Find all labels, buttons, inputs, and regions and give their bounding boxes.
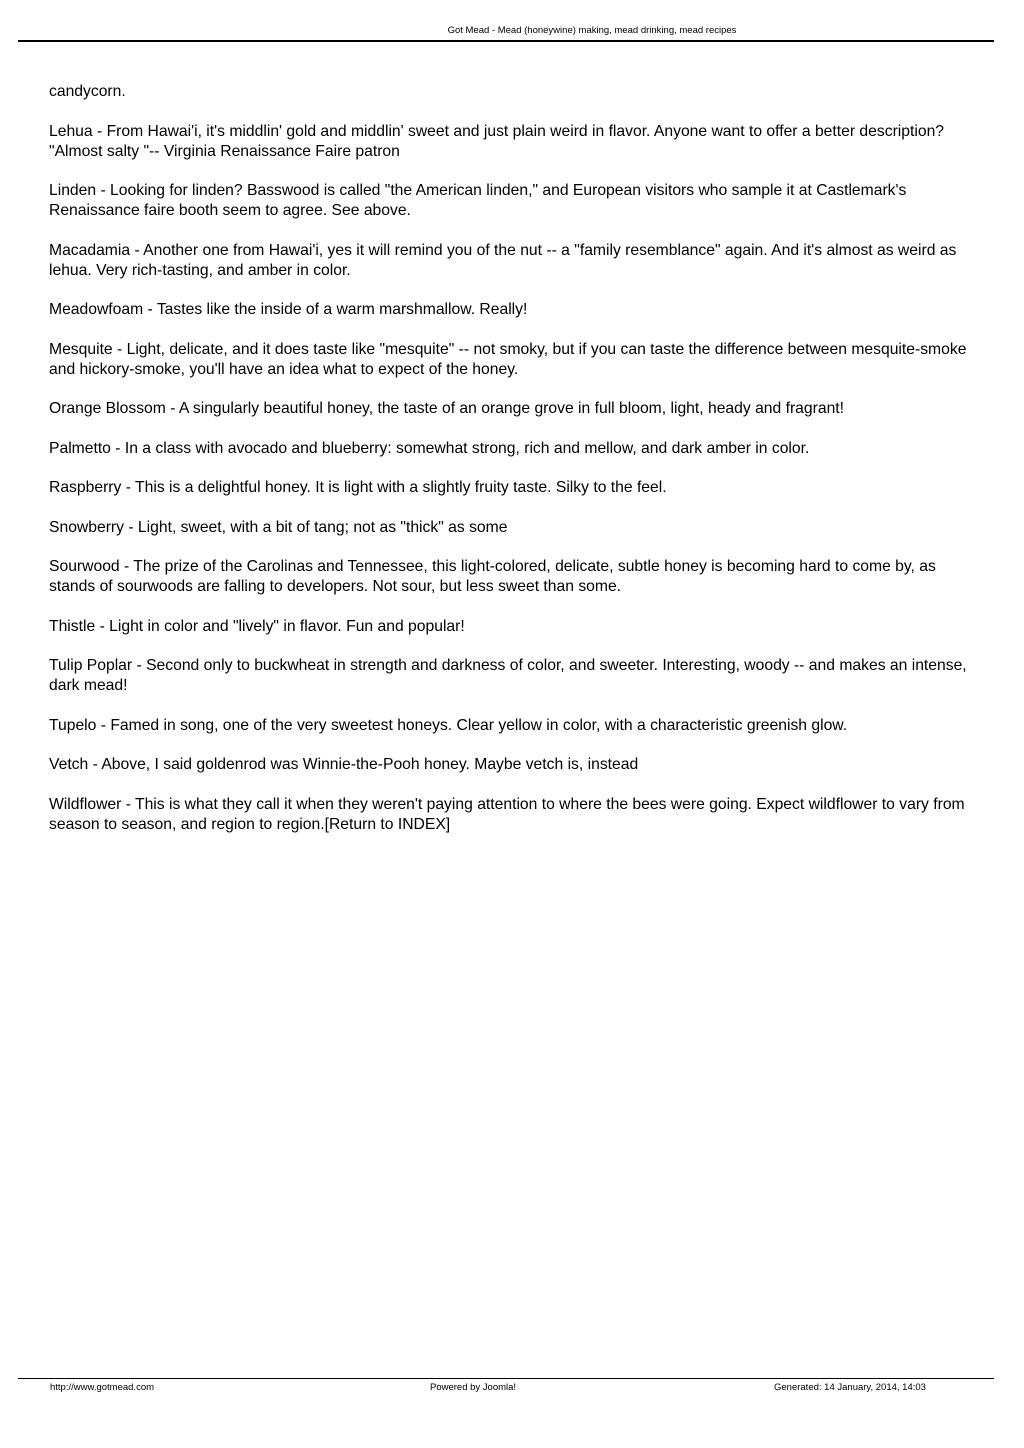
footer-powered-by: Powered by Joomla! [430, 1382, 517, 1393]
paragraph-snowberry: Snowberry - Light, sweet, with a bit of tang; not as "thick" as some [49, 518, 508, 536]
paragraph-tulip-poplar: Tulip Poplar - Second only to buckwheat in strength and darkness of color, and sweeter. Interesting, woody -- and makes an intense, dark mead! [49, 657, 967, 694]
paragraph-thistle: Thistle - Light in color and "lively" in flavor. Fun and popular! [49, 617, 465, 635]
paragraph-vetch: Vetch - Above, I said goldenrod was Winnie-the-Pooh honey. Maybe vetch is, instead [49, 756, 639, 773]
page-footer [18, 1378, 994, 1395]
page-header-title: Got Mead - Mead (honeywine) making, mead drinking, mead recipes [447, 25, 737, 36]
footer-site-url[interactable]: http://www.gotmead.com [50, 1382, 155, 1393]
paragraph-sourwood: Sourwood - The prize of the Carolinas and Tennessee, this light-colored, delicate, subtle honey is becoming hard to come by, as stands of sourwoods are falling to developers. Not sour, but less sweet than some. [49, 558, 936, 595]
paragraph-wildflower-text: Wildflower - This is what they call it when they weren't paying attention to where the bees were going. Expect wildflower to vary from season to season, and region to region. [49, 795, 965, 833]
paragraph-wildflower [49, 795, 984, 835]
paragraph-macadamia: Macadamia - Another one from Hawai'i, yes it will remind you of the nut -- a "family resemblance" again. And it's almost as weird as lehua. Very rich-tasting, and amber in color. [49, 241, 957, 279]
footer-generated-date: Generated: 14 January, 2014, 14:03 [774, 1382, 926, 1393]
paragraph-linden: Linden - Looking for linden? Basswood is called "the American linden," and European visitors who sample it at Castlemark's Renaissance faire booth seem to agree. See above. [49, 182, 907, 219]
paragraph-orange-blossom: Orange Blossom - A singularly beautiful honey, the taste of an orange grove in full bloom, light, heady and fragrant! [49, 400, 845, 417]
article-content [49, 82, 984, 854]
paragraph-tupelo: Tupelo - Famed in song, one of the very sweetest honeys. Clear yellow in color, with a characteristic greenish glow. [49, 716, 848, 734]
return-to-index-link[interactable]: [Return to INDEX] [324, 815, 451, 833]
paragraph-raspberry: Raspberry - This is a delightful honey. It is light with a slightly fruity taste. Silky to the feel. [49, 479, 667, 496]
page-header [18, 24, 994, 42]
paragraph-meadowfoam: Meadowfoam - Tastes like the inside of a warm marshmallow. Really! [49, 301, 528, 318]
paragraph-candycorn: candycorn. [49, 83, 126, 100]
paragraph-lehua: Lehua - From Hawai'i, it's middlin' gold and middlin' sweet and just plain weird in flavor. Anyone want to offer a better description? "Almost salty "-- Virginia Renaissance Faire patron [49, 122, 945, 160]
paragraph-palmetto: Palmetto - In a class with avocado and blueberry: somewhat strong, rich and mellow, and dark amber in color. [49, 439, 810, 457]
paragraph-mesquite: Mesquite - Light, delicate, and it does taste like "mesquite" -- not smoky, but if you can taste the difference between mesquite-smoke and hickory-smoke, you'll have an idea what to expect of the honey. [49, 340, 967, 378]
